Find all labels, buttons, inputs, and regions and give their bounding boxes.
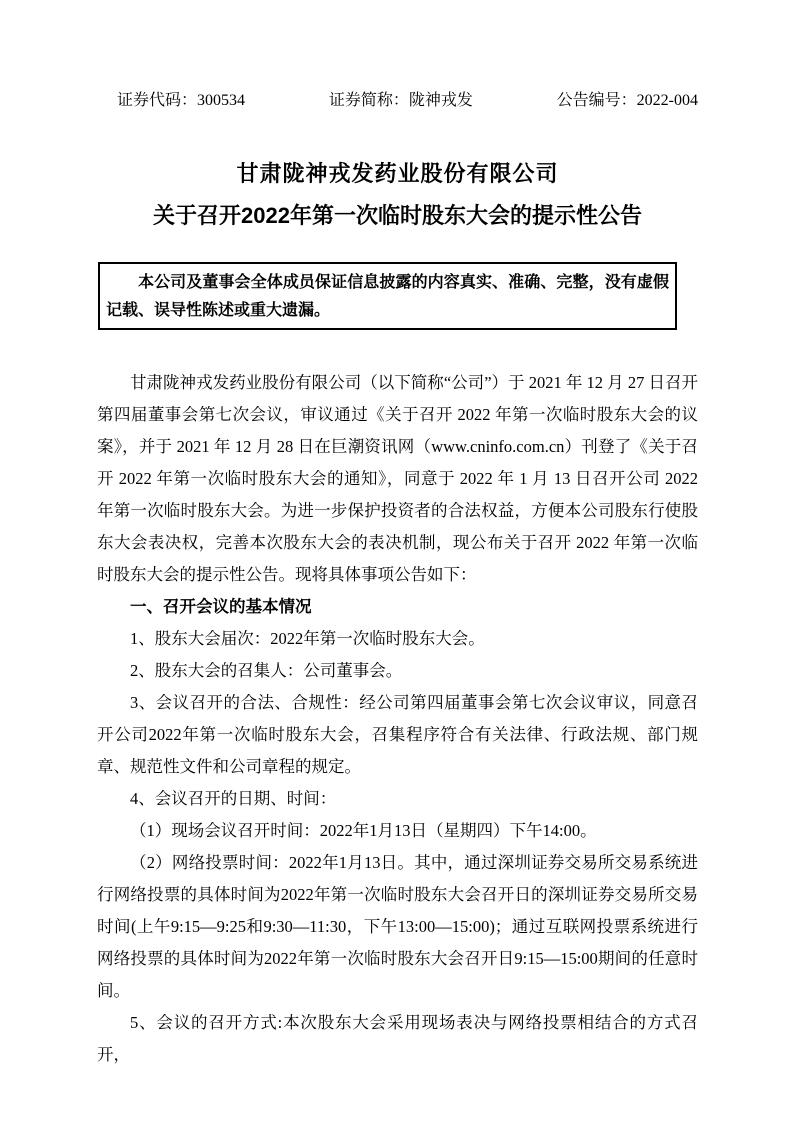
disclaimer-text: 本公司及董事会全体成员保证信息披露的内容真实、准确、完整，没有虚假记载、误导性陈述或重大遗漏。 bbox=[106, 274, 669, 319]
announcement-title: 关于召开2022年第一次临时股东大会的提示性公告 bbox=[153, 203, 642, 228]
document-body bbox=[97, 367, 698, 1071]
stock-code: 证券代码：300534 bbox=[117, 92, 246, 109]
item-meeting-method: 5、会议的召开方式:本次股东大会采用现场表决与网络投票相结合的方式召开， bbox=[97, 1013, 698, 1064]
announcement-number: 公告编号：2022-004 bbox=[556, 92, 698, 109]
section-1-heading: 一、召开会议的基本情况 bbox=[130, 598, 312, 616]
item-date-time: 4、会议召开的日期、时间： bbox=[130, 789, 337, 808]
disclaimer-box bbox=[98, 262, 677, 330]
stock-short-name: 证券简称：陇神戎发 bbox=[328, 92, 473, 109]
document-header bbox=[97, 90, 698, 112]
item-online-voting-time: （2）网络投票时间：2022年1月13日。其中，通过深圳证券交易所交易系统进行网络投票的具体时间为2022年第一次临时股东大会召开日的深圳证券交易所交易时间(上午9:15—9:25和9:30—11:30，下午13:00—15:00)；通过互联网投票系统进行网络投票的具体时间为2022年第一次临时股东大会召开日9:15—15:00期间的任意时间。 bbox=[97, 853, 698, 1000]
item-legality: 3、会议召开的合法、合规性：经公司第四届董事会第七次会议审议，同意召开公司2022年第一次临时股东大会，召集程序符合有关法律、行政法规、部门规章、规范性文件和公司章程的规定。 bbox=[97, 693, 698, 776]
item-meeting-session: 1、股东大会届次：2022年第一次临时股东大会。 bbox=[130, 629, 485, 648]
company-name-title: 甘肃陇神戎发药业股份有限公司 bbox=[236, 161, 559, 186]
intro-paragraph: 甘肃陇神戎发药业股份有限公司（以下简称“公司”）于 2021 年 12 月 27 日召开第四届董事会第七次会议，审议通过《关于召开 2022 年第一次临时股东大会的议案》，并于 2021 年 12 月 28 日在巨潮资讯网（www.cninfo.com.cn）刊登了《关于召开 2022 年第一次临时股东大会的通知》，同意于 2022 年 1 月 13 日召开公司 2022 年第一次临时股东大会。为进一步保护投资者的合法权益，方便本公司股东行使股东大会表决权，完善本次股东大会的表决机制，现公布关于召开 2022 年第一次临时股东大会的提示性公告。现将具体事项公告如下： bbox=[97, 373, 698, 584]
item-convener: 2、股东大会的召集人：公司董事会。 bbox=[130, 661, 403, 680]
item-onsite-time: （1）现场会议召开时间：2022年1月13日（星期四）下午14:00。 bbox=[130, 821, 597, 840]
